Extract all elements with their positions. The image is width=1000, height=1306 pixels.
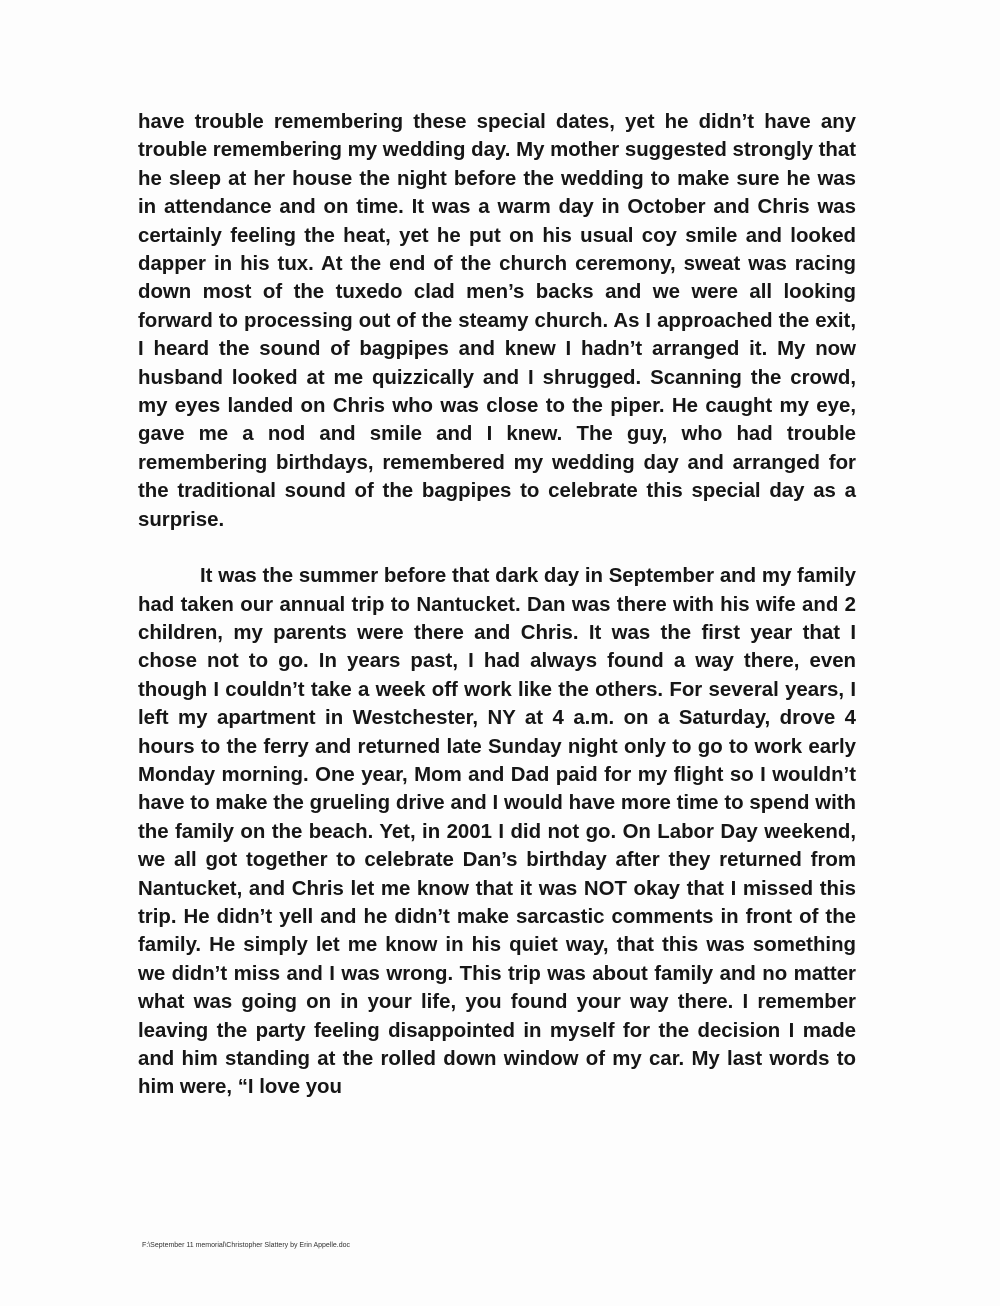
document-body bbox=[138, 108, 856, 1102]
paragraph-wedding: have trouble remembering these special dates, yet he didn’t have any trouble remembering my wedding day. My mother suggested strongly that he sleep at her house the night before the wedding to make sure he was in attendance and on time. It was a warm day in October and Chris was certainly feeling the heat, yet he put on his usual coy smile and looked dapper in his tux. At the end of the church ceremony, sweat was racing down most of the tuxedo clad men’s backs and we were all looking forward to processing out of the steamy church. As I approached the exit, I heard the sound of bagpipes and knew I hadn’t arranged it. My now husband looked at me quizzically and I shrugged. Scanning the crowd, my eyes landed on Chris who was close to the piper. He caught my eye, gave me a nod and smile and I knew. The guy, who had trouble remembering birthdays, remembered my wedding day and arranged for the traditional sound of the bagpipes to celebrate this special day as a surprise. bbox=[138, 111, 856, 531]
paragraph-nantucket: It was the summer before that dark day in September and my family had taken our annual trip to Nantucket. Dan was there with his wife and 2 children, my parents were there and Chris. It was the first year that I chose not to go. In years past, I had always found a way there, even though I couldn’t take a week off work like the others. For several years, I left my apartment in Westchester, NY at 4 a.m. on a Saturday, drove 4 hours to the ferry and returned late Sunday night only to go to work early Monday morning. One year, Mom and Dad paid for my flight so I wouldn’t have to make the grueling drive and I would have more time to spend with the family on the beach. Yet, in 2001 I did not go. On Labor Day weekend, we all got together to celebrate Dan’s birthday after they returned from Nantucket, and Chris let me know that it was NOT okay that I missed this trip. He didn’t yell and he didn’t make sarcastic comments in front of the family. He simply let me know in his quiet way, that this was something we didn’t miss and I was wrong. This trip was about family and no matter what was going on in your life, you found your way there. I remember leaving the party feeling disappointed in myself for the decision I made and him standing at the rolled down window of my car. My last words to him were, “I love you bbox=[138, 565, 856, 1099]
footer-file-path: F:\September 11 memorial\Christopher Slattery by Erin Appelle.doc bbox=[142, 1242, 351, 1249]
